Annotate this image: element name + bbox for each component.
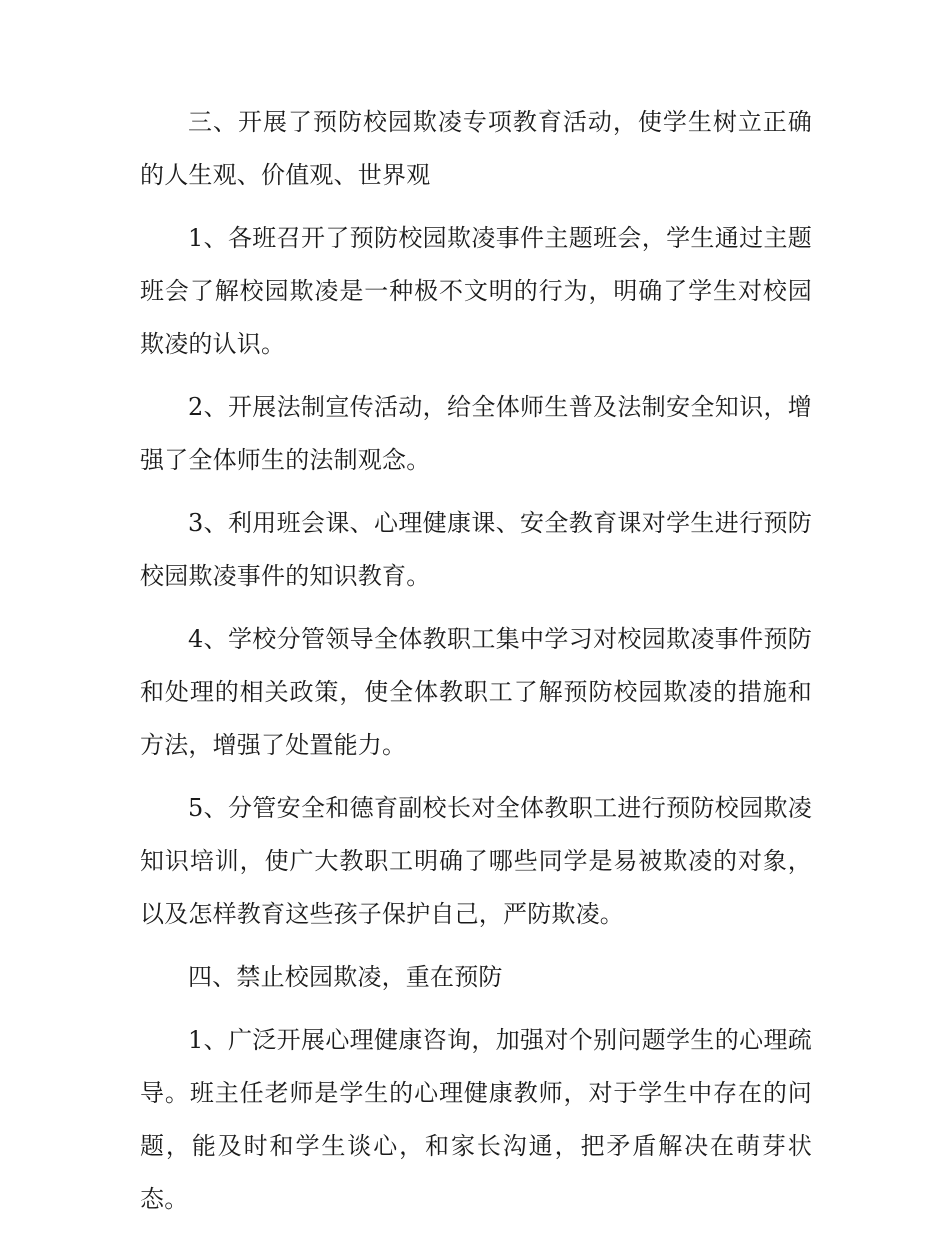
paragraph-item-5: 5、分管安全和德育副校长对全体教职工进行预防校园欺凌知识培训，使广大教职工明确了哪些同学是易被欺凌的对象，以及怎样教育这些孩子保护自己，严防欺凌。 (140, 794, 812, 928)
paragraph-item-3: 3、利用班会课、心理健康课、安全教育课对学生进行预防校园欺凌事件的知识教育。 (140, 509, 812, 590)
paragraph-item-2: 2、开展法制宣传活动，给全体师生普及法制安全知识，增强了全体师生的法制观念。 (140, 393, 812, 474)
paragraph-item-4-1: 1、广泛开展心理健康咨询，加强对个别问题学生的心理疏导。班主任老师是学生的心理健康教师，对于学生中存在的问题，能及时和学生谈心，和家长沟通，把矛盾解决在萌芽状态。 (140, 1026, 812, 1213)
paragraph-item-4: 4、学校分管领导全体教职工集中学习对校园欺凌事件预防和处理的相关政策，使全体教职工了解预防校园欺凌的措施和方法，增强了处置能力。 (140, 625, 812, 759)
section-heading-four: 四、禁止校园欺凌，重在预防 (188, 963, 503, 991)
document-body (140, 96, 812, 1236)
section-heading-three: 三、开展了预防校园欺凌专项教育活动，使学生树立正确的人生观、价值观、世界观 (140, 108, 812, 189)
paragraph-item-1: 1、各班召开了预防校园欺凌事件主题班会，学生通过主题班会了解校园欺凌是一种极不文明的行为，明确了学生对校园欺凌的认识。 (140, 224, 812, 358)
